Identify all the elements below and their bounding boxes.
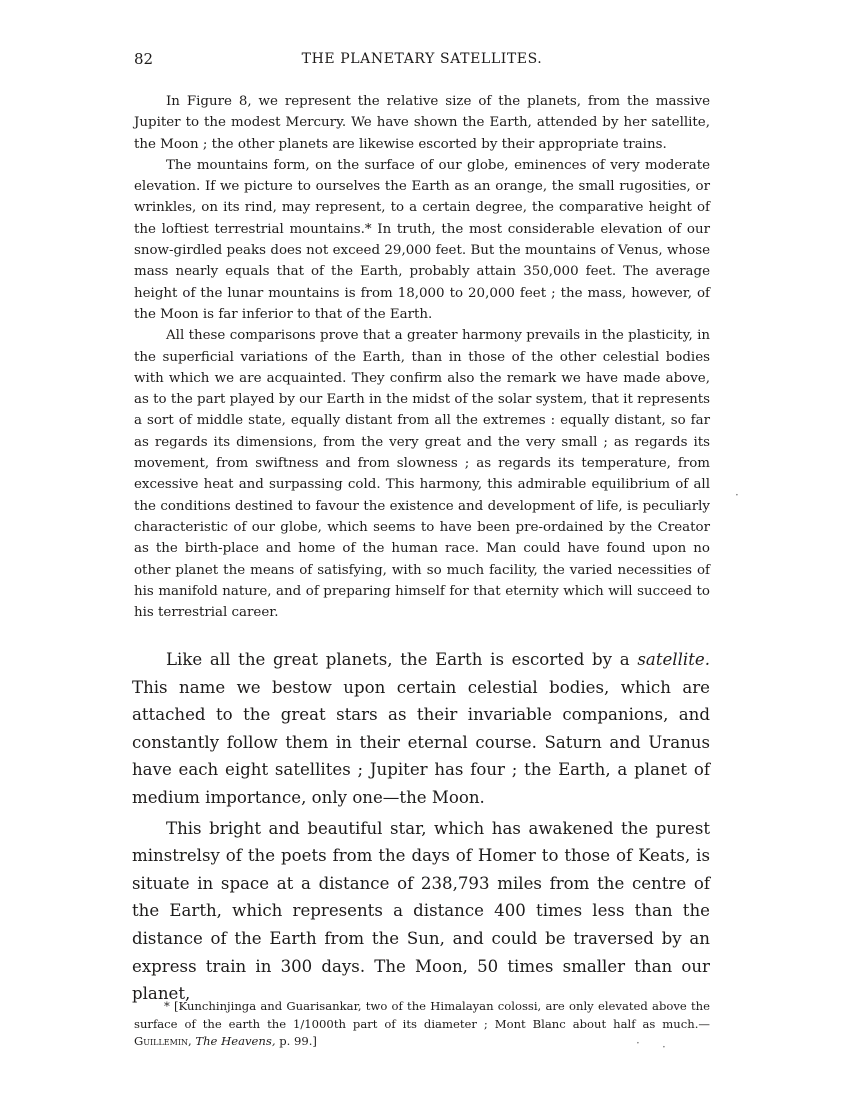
satellite-text-rest: This name we bestow upon certain celestial bodies, which are attached to the great stars as their invariable companions, and constantly follow them in their eternal course. Saturn and Uranus have each eight satellites ; Jupiter has four ; the Earth, a planet of medium importance, only one—the Moon.	[132, 677, 710, 807]
footnote-text	[134, 998, 710, 1051]
small-type-section	[134, 91, 710, 623]
paragraph-figure-8: In Figure 8, we represent the relative size of the planets, from the massive Jupiter to the modest Mercury. We have shown the Earth, attended by her satellite, the Moon ; the other planets are likewise escorted by their appropriate trains.	[134, 94, 710, 152]
satellite-italic: satellite.	[637, 650, 710, 669]
paragraph-satellite	[132, 646, 710, 812]
paragraph-mountains: The mountains form, on the surface of our globe, eminences of very moderate elevation. If we picture to ourselves the Earth as an orange, the small rugosities, or wrinkles, on its rind, may represent, to a certain degree, the comparative height of the loftiest terrestrial mountains.* In truth, the most considerable elevation of our snow-girdled peaks does not exceed 29,000 feet. But the mountains of Venus, whose mass nearly equals that of the Earth, probably attain 350,000 feet. The average height of the lunar mountains is from 18,000 to 20,000 feet ; the mass, however, of the Moon is far inferior to that of the Earth.	[134, 157, 710, 322]
running-head: THE PLANETARY SATELLITES.	[301, 51, 543, 67]
main-text-section	[132, 646, 710, 1008]
footnote-page: p. 99.]	[275, 1034, 317, 1048]
footnote	[134, 998, 710, 1051]
margin-mark: ·	[735, 488, 739, 502]
footnote-author: Guillemin,	[134, 1034, 192, 1048]
satellite-text-start: Like all the great planets, the Earth is escorted by a	[166, 650, 638, 669]
footnote-body: * [Kunchinjinga and Guarisankar, two of the Himalayan colossi, are only elevated above the surface of the earth the 1/1000th part of its diameter ; Mont Blanc about half as much.—	[134, 999, 710, 1031]
footnote-title: The Heavens,	[195, 1034, 276, 1048]
paragraph-moon: This bright and beautiful star, which has awakened the purest minstrelsy of the poets from the days of Homer to those of Keats, is situate in space at a distance of 238,793 miles from the centre of the Earth, which represents a distance 400 times less than the distance of the Earth from the Sun, and could be traversed by an express train in 300 days. The Moon, 50 times smaller than our planet,	[132, 818, 710, 1004]
margin-dot-1: ·	[636, 1036, 640, 1050]
paragraph-harmony: All these comparisons prove that a greater harmony prevails in the plasticity, in the superficial variations of the Earth, than in those of the other celestial bodies with which we are acquainted. They confirm also the remark we have made above, as to the part played by our Earth in the midst of the solar system, that it represents a sort of middle state, equally distant from all the extremes : equally distant, so far as regards its dimensions, from the very great and the very small ; as regards its movement, from swiftness and from slowness ; as regards its temperature, from excessive heat and surpassing cold. This harmony, this admirable equilibrium of all the conditions destined to favour the existence and development of life, is peculiarly characteristic of our globe, which seems to have been pre-ordained by the Creator as the birth-place and home of the human race. Man could have found upon no other planet the means of satisfying, with so much facility, the varied necessities of his manifold nature, and of preparing himself for that eternity which will succeed to his terrestrial career.	[134, 328, 710, 621]
page-header	[134, 50, 710, 74]
page-number: 82	[134, 50, 154, 68]
margin-dot-2: ·	[662, 1040, 666, 1054]
